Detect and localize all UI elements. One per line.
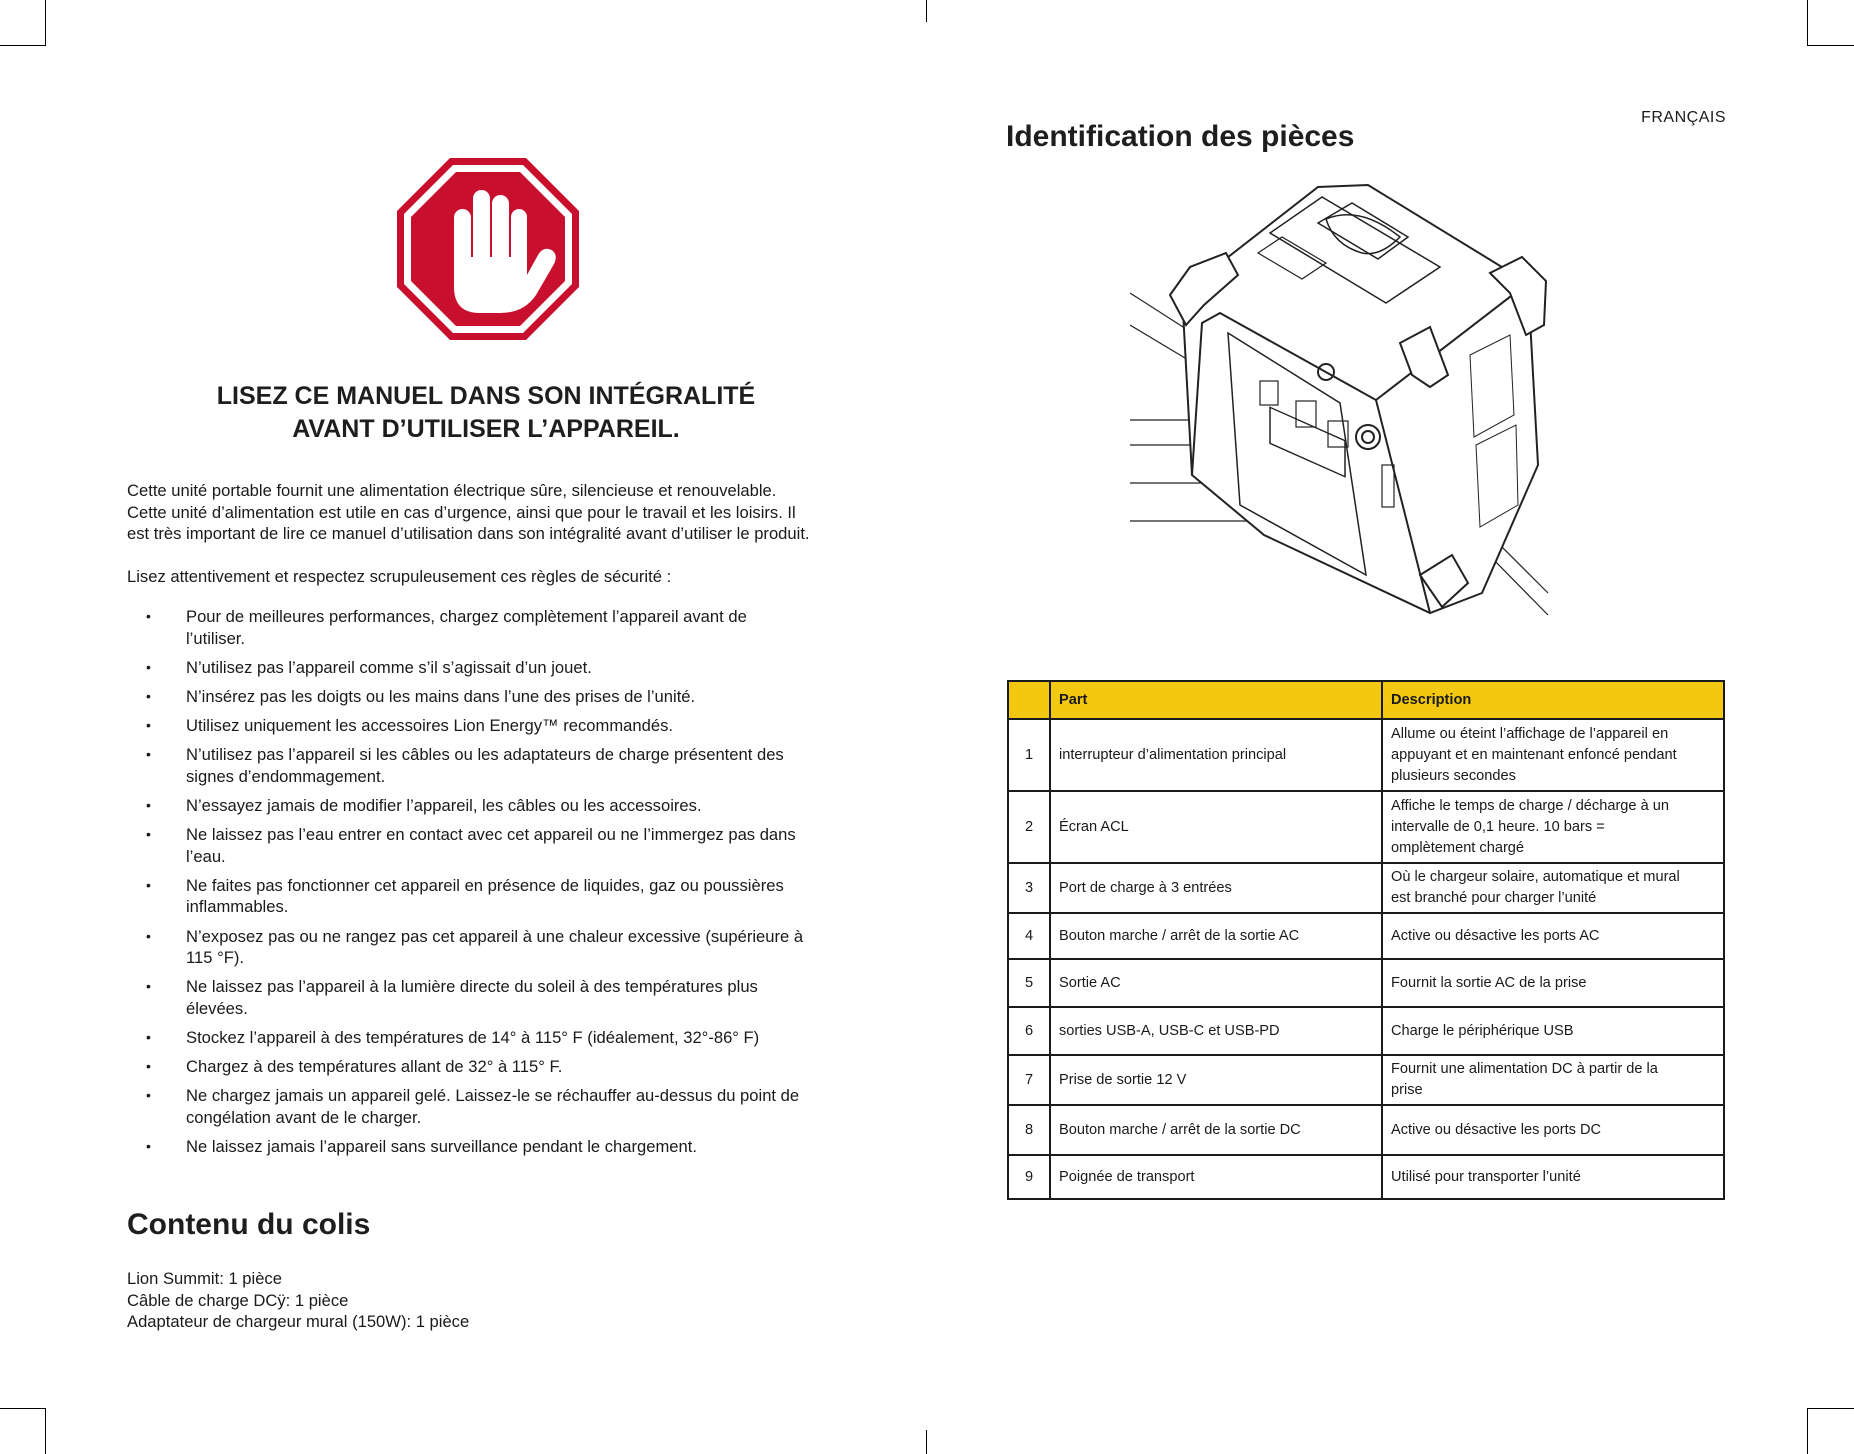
list-item (127, 686, 857, 708)
bullet: • (146, 927, 151, 944)
part-description (1382, 1007, 1724, 1055)
rule-line: Ne laissez jamais l’appareil sans surveillance pendant le chargement. (186, 1136, 697, 1156)
bullet: • (146, 876, 151, 893)
bullet: • (146, 687, 151, 704)
intro-line: Cette unité d’alimentation est utile en cas d’urgence, ainsi que pour le travail et les loisirs. Il (127, 502, 796, 522)
bullet: • (146, 658, 151, 675)
part-description (1382, 959, 1724, 1007)
bullet: • (146, 717, 151, 734)
rule-line: l’utiliser. (186, 628, 246, 648)
parts-title: Identification des pièces (1006, 120, 1355, 153)
table-row (1008, 1105, 1724, 1155)
part-name: Écran ACL (1050, 791, 1382, 863)
rule-line: N’utilisez pas l’appareil comme s’il s’agissait d’un jouet. (186, 657, 592, 677)
part-name: interrupteur d’alimentation principal (1050, 719, 1382, 791)
list-item (127, 976, 857, 1019)
description-line: Charge le périphérique USB (1391, 1022, 1574, 1039)
bullet: • (146, 796, 151, 813)
part-number: 8 (1008, 1105, 1050, 1155)
crop-mark (1807, 1408, 1808, 1454)
package-title: Contenu du colis (127, 1208, 371, 1241)
crop-mark (1807, 0, 1808, 46)
language-label: FRANÇAIS (1641, 109, 1726, 126)
description-line: Active ou désactive les ports DC (1391, 1121, 1602, 1138)
table-row (1008, 1055, 1724, 1105)
description-line: Où le chargeur solaire, automatique et mural (1391, 869, 1680, 885)
power-station-illustration (1130, 175, 1630, 635)
rule-line: Pour de meilleures performances, chargez complètement l’appareil avant de (186, 607, 747, 626)
bullet: • (146, 1087, 151, 1104)
bullet: • (146, 1058, 151, 1075)
description-line: Fournit la sortie AC de la prise (1391, 974, 1587, 991)
table-row (1008, 791, 1724, 863)
bullet: • (146, 1028, 151, 1045)
warning-title (126, 380, 846, 446)
description-line: Utilisé pour transporter l’unité (1391, 1168, 1581, 1185)
warning-title-line: AVANT D’UTILISER L’APPAREIL. (292, 415, 680, 443)
part-name: Poignée de transport (1050, 1155, 1382, 1199)
part-number: 6 (1008, 1007, 1050, 1055)
bullet: • (146, 826, 151, 843)
part-name: Sortie AC (1050, 959, 1382, 1007)
package-item: Lion Summit: 1 pièce (127, 1269, 282, 1288)
description-line: intervalle de 0,1 heure. 10 bars = (1391, 818, 1605, 835)
rule-line: Ne laissez pas l’appareil à la lumière directe du soleil à des températures plus (186, 977, 758, 997)
rule-line: Utilisez uniquement les accessoires Lion Energy™ recommandés. (186, 716, 673, 736)
package-contents (127, 1268, 469, 1333)
part-description (1382, 719, 1724, 791)
part-name: Port de charge à 3 entrées (1050, 863, 1382, 913)
rule-line: signes d’endommagement. (186, 766, 386, 786)
rule-line: 115 °F). (186, 948, 244, 967)
part-number: 3 (1008, 863, 1050, 913)
rule-line: élevées. (186, 998, 248, 1018)
description-line: Fournit une alimentation DC à partir de la (1391, 1061, 1658, 1077)
table-row (1008, 959, 1724, 1007)
part-number: 7 (1008, 1055, 1050, 1105)
package-item: Adaptateur de chargeur mural (150W): 1 pièce (127, 1312, 470, 1331)
bullet: • (146, 608, 151, 624)
rule-line: congélation avant de le charger. (186, 1107, 422, 1127)
table-row (1008, 913, 1724, 959)
description-line: plusieurs secondes (1391, 767, 1516, 784)
crop-mark (0, 45, 46, 46)
list-item (127, 1056, 857, 1078)
list-item (127, 1136, 857, 1158)
description-line: omplètement chargé (1391, 839, 1525, 856)
part-description (1382, 1155, 1724, 1199)
package-item: Câble de charge DCÿ: 1 pièce (127, 1290, 349, 1310)
table-row (1008, 1007, 1724, 1055)
part-number: 9 (1008, 1155, 1050, 1199)
column-header: Description (1382, 681, 1724, 719)
list-item (127, 824, 857, 867)
part-description (1382, 1105, 1724, 1155)
description-line: Allume ou éteint l’affichage de l’appareil en (1391, 725, 1669, 742)
intro-line: est très important de lire ce manuel d’utilisation dans son intégralité avant d’utiliser le produit. (127, 524, 810, 543)
part-number: 4 (1008, 913, 1050, 959)
list-item (127, 795, 857, 817)
list-item (127, 744, 857, 787)
part-number: 2 (1008, 791, 1050, 863)
crop-mark (926, 1430, 927, 1454)
part-description (1382, 913, 1724, 959)
crop-mark (1808, 45, 1854, 46)
bullet: • (146, 746, 151, 763)
part-name: Prise de sortie 12 V (1050, 1055, 1382, 1105)
bullet: • (146, 978, 151, 995)
rule-line: N’utilisez pas l’appareil si les câbles ou les adaptateurs de charge présentent des (186, 745, 784, 765)
description-line: prise (1391, 1082, 1423, 1098)
table-row (1008, 863, 1724, 913)
rule-line: inflammables. (186, 897, 289, 917)
part-name: Bouton marche / arrêt de la sortie DC (1050, 1105, 1382, 1155)
list-item (127, 715, 857, 737)
rule-line: Chargez à des températures allant de 32° à 115° F. (186, 1057, 563, 1077)
part-name: Bouton marche / arrêt de la sortie AC (1050, 913, 1382, 959)
part-number: 1 (1008, 719, 1050, 791)
list-item (127, 1027, 857, 1049)
list-item (127, 875, 857, 918)
description-line: Active ou désactive les ports AC (1391, 927, 1600, 944)
part-description (1382, 791, 1724, 863)
stop-hand-icon (396, 157, 580, 341)
part-name: sorties USB-A, USB-C et USB-PD (1050, 1007, 1382, 1055)
crop-mark (45, 0, 46, 46)
rule-line: N’exposez pas ou ne rangez pas cet appareil à une chaleur excessive (supérieure à (186, 926, 804, 946)
rule-line: l’eau. (186, 846, 226, 866)
rules-lead: Lisez attentivement et respectez scrupuleusement ces règles de sécurité : (127, 567, 672, 586)
description-line: Affiche le temps de charge / décharge à un (1391, 797, 1670, 814)
list-item (127, 926, 857, 969)
description-line: est branché pour charger l’unité (1391, 890, 1597, 906)
rule-line: N’insérez pas les doigts ou les mains dans l’une des prises de l’unité. (186, 686, 696, 706)
table-row (1008, 1155, 1724, 1199)
list-item (127, 1085, 857, 1128)
column-header (1008, 681, 1050, 719)
rule-line: N’essayez jamais de modifier l’appareil, les câbles ou les accessoires. (186, 795, 702, 815)
rule-line: Stockez l’appareil à des températures de 14° à 115° F (idéalement, 32°-86° F) (186, 1027, 760, 1047)
table-row (1008, 719, 1724, 791)
part-description (1382, 1055, 1724, 1105)
column-header: Part (1050, 681, 1382, 719)
list-item (127, 657, 857, 679)
list-item (127, 606, 857, 649)
safety-rules-list (127, 606, 857, 1165)
crop-mark (926, 0, 927, 22)
table-header-row (1008, 681, 1724, 719)
part-description (1382, 863, 1724, 913)
warning-title-line: LISEZ CE MANUEL DANS SON INTÉGRALITÉ (216, 382, 756, 410)
rule-line: Ne faites pas fonctionner cet appareil en présence de liquides, gaz ou poussières (186, 875, 784, 895)
parts-table (1007, 680, 1725, 1200)
crop-mark (1808, 1408, 1854, 1409)
bullet: • (146, 1137, 151, 1154)
part-number: 5 (1008, 959, 1050, 1007)
description-line: appuyant et en maintenant enfoncé pendant (1391, 746, 1677, 763)
rule-line: Ne laissez pas l’eau entrer en contact avec cet appareil ou ne l’immergez pas dans (186, 825, 796, 845)
intro-line: Cette unité portable fournit une alimentation électrique sûre, silencieuse et renouvelable. (127, 481, 777, 500)
intro-paragraph (127, 480, 852, 545)
crop-mark (0, 1408, 46, 1409)
rule-line: Ne chargez jamais un appareil gelé. Laissez-le se réchauffer au-dessus du point de (186, 1086, 800, 1106)
crop-mark (45, 1408, 46, 1454)
